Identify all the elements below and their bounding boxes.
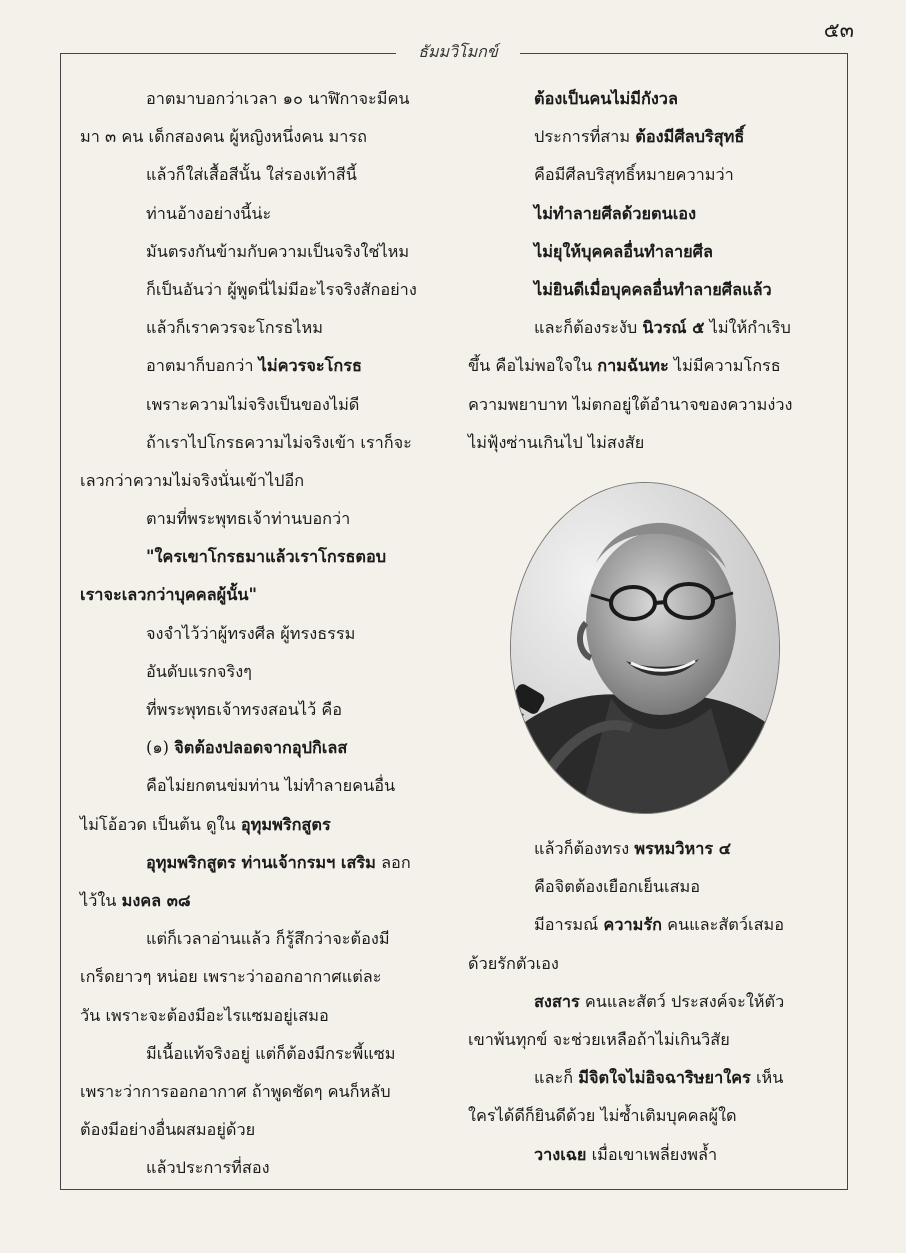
text-run: ประการที่สาม <box>534 127 636 147</box>
text-line <box>468 1021 828 1059</box>
bold-text-run: ไม่ยินดีเมื่อบุคคลอื่นทำลายศีลแล้ว <box>534 279 772 299</box>
text-run: เขาพ้นทุกข์ จะช่วยเหลือถ้าไม่เกินวิสัย <box>468 1029 730 1049</box>
text-run: ด้วยรักตัวเอง <box>468 953 559 973</box>
frame-top-line-right <box>520 53 847 54</box>
text-line <box>468 156 828 194</box>
text-line <box>468 233 828 271</box>
text-line <box>468 1059 828 1097</box>
text-line <box>468 868 828 906</box>
text-run: แล้วก็ต้องทรง <box>534 839 635 858</box>
text-run: เห็น <box>750 1068 784 1088</box>
text-line <box>80 424 440 462</box>
bold-text-run: ต้องเป็นคนไม่มีกังวล <box>534 89 678 108</box>
text-run: ที่พระพุทธเจ้าทรงสอนไว้ คือ <box>146 700 343 719</box>
bold-text-run: กามฉันทะ <box>597 356 669 376</box>
text-line <box>80 309 440 347</box>
monk-portrait-photo <box>510 482 780 814</box>
text-run: ใครได้ดีก็ยินดีด้วย ไม่ซ้ำเติมบุคคลผู้ใด <box>468 1106 737 1126</box>
text-line <box>468 80 828 118</box>
text-run: แล้วก็ใส่เสื้อสีนั้น ใส่รองเท้าสีนี้ <box>146 165 357 185</box>
text-line <box>80 958 440 996</box>
text-line <box>80 271 440 309</box>
text-line <box>80 615 440 653</box>
bold-text-run: เราจะเลวกว่าบุคคลผู้นั้น" <box>80 585 257 605</box>
text-run: ถ้าเราไปโกรธความไม่จริงเข้า เราก็จะ <box>146 432 412 452</box>
text-line <box>80 500 440 538</box>
bold-text-run: วางเฉย <box>534 1144 587 1164</box>
bold-text-run: ความรัก <box>603 915 662 935</box>
bold-text-run: นิวรณ์ ๕ <box>642 318 705 338</box>
text-line <box>80 997 440 1035</box>
text-line <box>468 906 828 944</box>
text-line <box>80 347 440 385</box>
text-line <box>80 1149 440 1187</box>
bold-text-run: จิตต้องปลอดจากอุปกิเลส <box>174 738 348 758</box>
text-line <box>468 1136 828 1174</box>
text-run: มา ๓ คน เด็กสองคน ผู้หญิงหนึ่งคน มารถ <box>80 127 367 147</box>
text-run: มันตรงกันข้ามกับความเป็นจริงใช่ไหม <box>146 241 410 261</box>
text-run: ต้องมีอย่างอื่นผสมอยู่ด้วย <box>80 1120 256 1140</box>
text-run: แต่ก็เวลาอ่านแล้ว ก็รู้สึกว่าจะต้องมี <box>146 929 390 949</box>
text-run: คือไม่ยกตนข่มท่าน ไม่ทำลายคนอื่น <box>146 776 396 796</box>
text-line <box>80 729 440 767</box>
text-line <box>80 767 440 805</box>
text-line <box>468 271 828 309</box>
text-line <box>80 195 440 233</box>
text-line <box>80 1035 440 1073</box>
text-run: ตามที่พระพุทธเจ้าท่านบอกว่า <box>146 509 351 529</box>
bold-text-run: ไม่ควรจะโกรธ <box>258 356 362 376</box>
bold-text-run: "ใครเขาโกรธมาแล้วเราโกรธตอบ <box>146 547 387 567</box>
text-line <box>80 233 440 271</box>
text-run: ขึ้น คือไม่พอใจใน <box>468 356 598 376</box>
bold-text-run: มงคล ๓๘ <box>121 890 191 910</box>
text-line <box>80 538 440 576</box>
text-line <box>80 1111 440 1149</box>
frame-top-line-left <box>60 53 396 54</box>
text-line <box>80 118 440 156</box>
text-line <box>80 920 440 958</box>
bold-text-run: ต้องมีศีลบริสุทธิ์ <box>635 127 745 147</box>
text-run: เพราะว่าการออกอากาศ ถ้าพูดชัดๆ คนก็หลับ <box>80 1081 391 1101</box>
text-line <box>468 386 828 424</box>
text-run: วัน เพราะจะต้องมีอะไรแซมอยู่เสมอ <box>80 1005 329 1025</box>
text-line <box>468 347 828 385</box>
text-run: แล้วประการที่สอง <box>146 1158 270 1178</box>
text-run: ความพยาบาท ไม่ตกอยู่ใต้อำนาจของความง่วง <box>468 394 793 414</box>
text-line <box>468 945 828 983</box>
text-run: เพราะความไม่จริงเป็นของไม่ดี <box>146 394 360 414</box>
text-line <box>468 424 828 462</box>
text-run: ลอก <box>375 852 411 872</box>
left-text-column <box>80 80 440 1187</box>
bold-text-run: อุทุมพริกสูตร ท่านเจ้ากรมฯ เสริม <box>146 852 376 872</box>
text-line <box>80 806 440 844</box>
text-run: ท่านอ้างอย่างนี้น่ะ <box>146 203 272 223</box>
text-run: อาตมาก็บอกว่า <box>146 356 259 376</box>
text-run: ก็เป็นอันว่า ผู้พูดนี่ไม่มีอะไรจริงสักอย่าง <box>146 279 417 299</box>
bold-text-run: ไม่ทำลายศีลด้วยตนเอง <box>534 203 697 223</box>
text-run: ไว้ใน <box>80 890 122 910</box>
text-run: เมื่อเขาเพลี่ยงพล้ำ <box>586 1144 718 1164</box>
text-run: ไม่ให้กำเริบ <box>704 318 791 338</box>
text-run: เกร็ดยาวๆ หน่อย เพราะว่าออกอากาศแต่ละ <box>80 967 382 987</box>
text-run: ไม่ฟุ้งซ่านเกินไป ไม่สงสัย <box>468 432 645 452</box>
text-line <box>468 118 828 156</box>
text-line <box>80 156 440 194</box>
text-line <box>80 882 440 920</box>
text-run: (๑) <box>146 738 175 758</box>
text-line <box>468 983 828 1021</box>
text-line <box>468 830 828 868</box>
bold-text-run: อุทุมพริกสูตร <box>240 814 331 834</box>
right-text-column-bottom <box>468 830 828 1174</box>
text-run: คนและสัตว์ ประสงค์จะให้ตัว <box>579 991 785 1011</box>
text-run: แล้วก็เราควรจะโกรธไหม <box>146 318 323 338</box>
text-line <box>468 195 828 233</box>
text-run: มีอารมณ์ <box>534 915 604 935</box>
text-run: ไม่มีความโกรธ <box>668 356 781 376</box>
text-line <box>80 1073 440 1111</box>
text-line <box>80 653 440 691</box>
text-run: จงจำไว้ว่าผู้ทรงศีล ผู้ทรงธรรม <box>146 623 356 643</box>
text-run: คือจิตต้องเยือกเย็นเสมอ <box>534 877 701 897</box>
text-line <box>468 1097 828 1135</box>
bold-text-run: ไม่ยุให้บุคคลอื่นทำลายศีล <box>534 241 713 261</box>
text-line <box>80 844 440 882</box>
text-line <box>80 691 440 729</box>
text-run: อาตมาบอกว่าเวลา ๑๐ นาฬิกาจะมีคน <box>146 89 410 108</box>
right-text-column-top <box>468 80 828 462</box>
text-run: อันดับแรกจริงๆ <box>146 661 252 681</box>
text-run: และก็ต้องระงับ <box>534 318 643 338</box>
text-run: และก็ <box>534 1068 579 1088</box>
text-line <box>80 576 440 614</box>
text-line <box>80 462 440 500</box>
text-run: คือมีศีลบริสุทธิ์หมายความว่า <box>534 165 734 185</box>
text-line <box>80 386 440 424</box>
text-run: เลวกว่าความไม่จริงนั่นเข้าไปอีก <box>80 470 305 490</box>
bold-text-run: พรหมวิหาร ๔ <box>634 839 732 858</box>
page-number: ๕๓ <box>823 18 854 42</box>
bold-text-run: สงสาร <box>534 991 580 1011</box>
text-run: มีเนื้อแท้จริงอยู่ แต่ก็ต้องมีกระพี้แซม <box>146 1043 396 1063</box>
text-run: คนและสัตว์เสมอ <box>661 915 785 935</box>
portrait-illustration <box>511 483 779 813</box>
running-header-title: ธัมมวิโมกข์ <box>418 42 498 61</box>
text-line <box>468 309 828 347</box>
bold-text-run: มีจิตใจไม่อิจฉาริษยาใคร <box>578 1068 751 1088</box>
text-line <box>80 80 440 118</box>
text-run: ไม่โอ้อวด เป็นต้น ดูใน <box>80 814 241 834</box>
